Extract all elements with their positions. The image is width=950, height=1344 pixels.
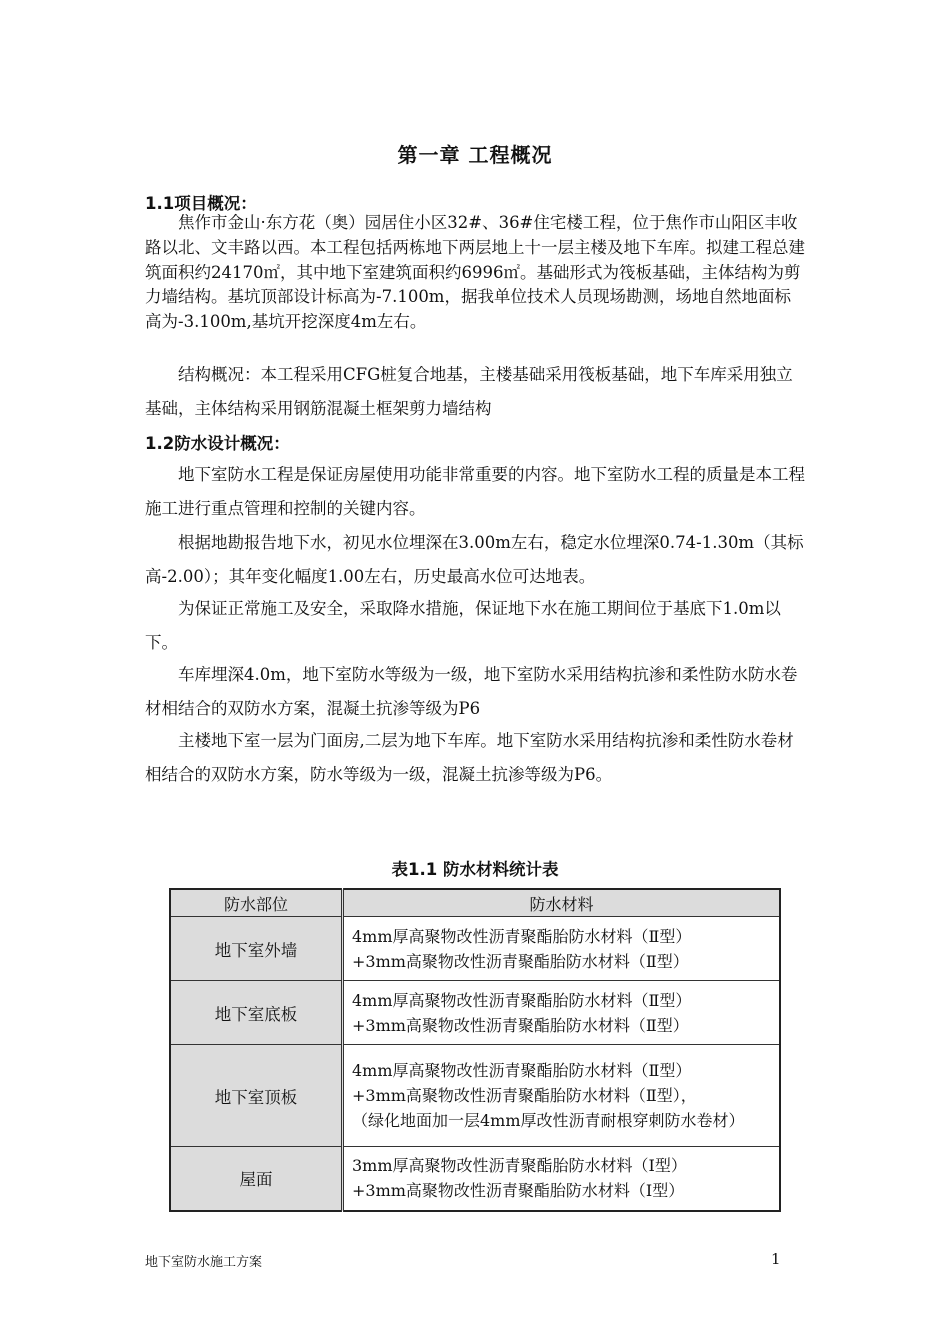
page-number: 1	[771, 1250, 781, 1268]
row-material-cell	[343, 1147, 781, 1211]
header-part: 防水部位	[170, 889, 343, 917]
row-part-cell: 地下室底板	[170, 981, 343, 1045]
table-row	[170, 1045, 780, 1147]
waterproof-materials-table	[169, 888, 781, 1212]
material-line: +3mm高聚物改性沥青聚酯胎防水材料（Ⅱ型），	[352, 1086, 697, 1105]
material-line: 4mm厚高聚物改性沥青聚酯胎防水材料（Ⅱ型）	[352, 926, 692, 946]
material-line: 3mm厚高聚物改性沥青聚酯胎防水材料（Ⅰ型）	[352, 1156, 687, 1176]
section-1-2-paragraph-3: 为保证正常施工及安全，采取降水措施，保证地下水在施工期间位于基底下1.0m以下。	[145, 599, 781, 652]
row-part-cell: 屋面	[170, 1147, 343, 1211]
header-material: 防水材料	[343, 889, 781, 917]
section-1-1-paragraph-1: 焦作市金山·东方花（奥）园居住小区32#、36#住宅楼工程，位于焦作市山阳区丰收路以北、文丰路以西。本工程包括两栋地下两层地上十一层主楼及地下车库。拟建工程总建筑面积约24170㎡，其中地下室建筑面积约6996㎡。基础形式为筏板基础，主体结构为剪力墙结构。基坑顶部设计标高为-7.100m，据我单位技术人员现场勘测，场地自然地面标高为-3.100m,基坑开挖深度4m左右。	[145, 213, 805, 331]
section-1-2-paragraph-2: 根据地勘报告地下水，初见水位埋深在3.00m左右，稳定水位埋深0.74-1.30m（其标高-2.00）；其年变化幅度1.00左右，历史最高水位可达地表。	[145, 533, 804, 586]
material-line: （绿化地面加一层4mm厚改性沥青耐根穿刺防水卷材）	[352, 1111, 745, 1130]
section-1-2-paragraph-1: 地下室防水工程是保证房屋使用功能非常重要的内容。地下室防水工程的质量是本工程施工进行重点管理和控制的关键内容。	[145, 465, 805, 518]
table-caption: 表1.1 防水材料统计表	[391, 860, 559, 879]
section-heading-1-2: 1.2防水设计概况：	[145, 434, 290, 453]
chapter-title: 第一章 工程概况	[397, 143, 553, 167]
row-material-cell	[343, 917, 781, 981]
section-1-2-paragraph-4: 车库埋深4.0m，地下室防水等级为一级，地下室防水采用结构抗渗和柔性防水防水卷材相结合的双防水方案，混凝土抗渗等级为P6	[145, 665, 798, 718]
row-material-cell	[343, 1045, 781, 1147]
material-line: +3mm高聚物改性沥青聚酯胎防水材料（Ⅰ型）	[352, 1181, 685, 1201]
row-part-cell: 地下室外墙	[170, 917, 343, 981]
table-row	[170, 1147, 780, 1211]
material-line: +3mm高聚物改性沥青聚酯胎防水材料（Ⅱ型）	[352, 1015, 689, 1035]
material-line: 4mm厚高聚物改性沥青聚酯胎防水材料（Ⅱ型）	[352, 1061, 692, 1080]
table-header-row	[170, 889, 780, 917]
material-line: 4mm厚高聚物改性沥青聚酯胎防水材料（Ⅱ型）	[352, 990, 692, 1010]
row-material-cell	[343, 981, 781, 1045]
table-row	[170, 917, 780, 981]
footer-document-title: 地下室防水施工方案	[145, 1255, 263, 1270]
table-row	[170, 981, 780, 1045]
section-1-1-paragraph-2: 结构概况：本工程采用CFG桩复合地基，主楼基础采用筏板基础，地下车库采用独立基础，主体结构采用钢筋混凝土框架剪力墙结构	[145, 365, 793, 418]
material-line: +3mm高聚物改性沥青聚酯胎防水材料（Ⅱ型）	[352, 951, 689, 971]
section-heading-1-1: 1.1项目概况：	[145, 194, 257, 213]
row-part-cell: 地下室顶板	[170, 1045, 343, 1147]
section-1-2-paragraph-5: 主楼地下室一层为门面房,二层为地下车库。地下室防水采用结构抗渗和柔性防水卷材相结合的双防水方案，防水等级为一级，混凝土抗渗等级为P6。	[145, 731, 794, 784]
